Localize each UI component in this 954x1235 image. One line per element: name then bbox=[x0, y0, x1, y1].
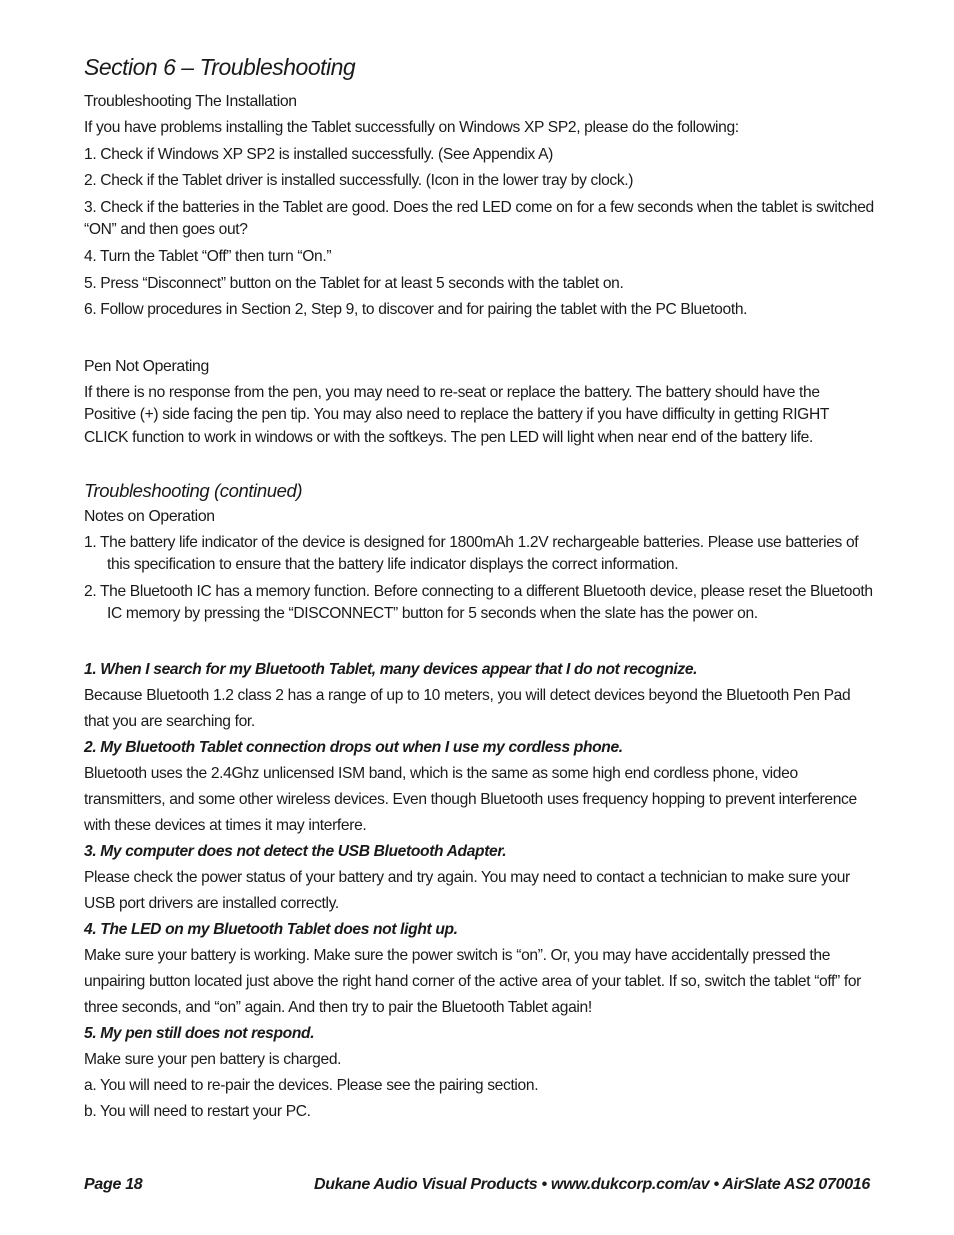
page-content bbox=[84, 52, 874, 1125]
faq-answer: Make sure your pen battery is charged. bbox=[84, 1050, 342, 1068]
notes-item: 1. The battery life indicator of the device is designed for 1800mAh 1.2V rechargeable batteries. Please use batteries of this specification to ensure that the battery life indicator displays the correct information. bbox=[84, 533, 859, 574]
install-step: 1. Check if Windows XP SP2 is installed successfully. (See Appendix A) bbox=[84, 145, 553, 163]
pen-body: If there is no response from the pen, you may need to re-seat or replace the battery. The battery should have the Positive (+) side facing the pen tip. You may also need to replace the battery if you have difficulty in getting RIGHT CLICK function to work in windows or with the softkeys. The pen LED will light when near end of the battery life. bbox=[84, 383, 829, 446]
faq-answer: Make sure your battery is working. Make sure the power switch is “on”. Or, you may have accidentally pressed the unpairing button located just above the right hand corner of the active area of your tablet. If so, switch the tablet “off” for three seconds, and “on” again. And then try to pair the Bluetooth Tablet again! bbox=[84, 946, 862, 1016]
faq-answer: Bluetooth uses the 2.4Ghz unlicensed ISM band, which is the same as some high end cordless phone, video transmitters, and some other wireless devices. Even though Bluetooth uses frequency hopping to prevent interference with these devices at times it may interfere. bbox=[84, 764, 857, 834]
faq-question: 1. When I search for my Bluetooth Tablet, many devices appear that I do not recognize. bbox=[84, 660, 698, 678]
page-number: Page 18 bbox=[84, 1176, 143, 1193]
install-heading: Troubleshooting The Installation bbox=[84, 93, 297, 110]
page-footer bbox=[84, 1176, 870, 1194]
faq-question: 2. My Bluetooth Tablet connection drops out when I use my cordless phone. bbox=[84, 738, 623, 756]
notes-item: 2. The Bluetooth IC has a memory function. Before connecting to a different Bluetooth device, please reset the Bluetooth IC memory by pressing the “DISCONNECT” button for 5 seconds when the slate has the power on. bbox=[84, 582, 873, 623]
notes-heading: Notes on Operation bbox=[84, 507, 215, 525]
faq-question: 4. The LED on my Bluetooth Tablet does not light up. bbox=[84, 920, 458, 938]
faq-answer-item: a. You will need to re-pair the devices. Please see the pairing section. bbox=[84, 1076, 539, 1094]
install-step: 4. Turn the Tablet “Off” then turn “On.” bbox=[84, 247, 332, 265]
continued-title: Troubleshooting (continued) bbox=[84, 479, 303, 501]
install-step: 5. Press “Disconnect” button on the Tablet for at least 5 seconds with the tablet on. bbox=[84, 274, 624, 292]
pen-heading: Pen Not Operating bbox=[84, 357, 209, 375]
faq-answer-item: b. You will need to restart your PC. bbox=[84, 1102, 311, 1120]
section-title: Section 6 – Troubleshooting bbox=[84, 54, 356, 80]
faq-question: 5. My pen still does not respond. bbox=[84, 1024, 315, 1042]
faq-list bbox=[84, 657, 874, 1125]
publisher-info: Dukane Audio Visual Products • www.dukcorp.com/av • AirSlate AS2 070016 bbox=[313, 1176, 870, 1193]
install-step: 3. Check if the batteries in the Tablet are good. Does the red LED come on for a few seconds when the tablet is switched “ON” and then goes out? bbox=[84, 198, 874, 239]
faq-question: 3. My computer does not detect the USB Bluetooth Adapter. bbox=[84, 842, 507, 860]
install-step: 6. Follow procedures in Section 2, Step 9, to discover and for pairing the tablet with the PC Bluetooth. bbox=[84, 301, 748, 319]
faq-answer: Please check the power status of your battery and try again. You may need to contact a technician to make sure your USB port drivers are installed correctly. bbox=[84, 868, 850, 912]
faq-answer: Because Bluetooth 1.2 class 2 has a range of up to 10 meters, you will detect devices beyond the Bluetooth Pen Pad that you are searching for. bbox=[84, 686, 851, 730]
install-intro: If you have problems installing the Tablet successfully on Windows XP SP2, please do the following: bbox=[84, 119, 739, 136]
install-step: 2. Check if the Tablet driver is installed successfully. (Icon in the lower tray by clock.) bbox=[84, 172, 634, 190]
